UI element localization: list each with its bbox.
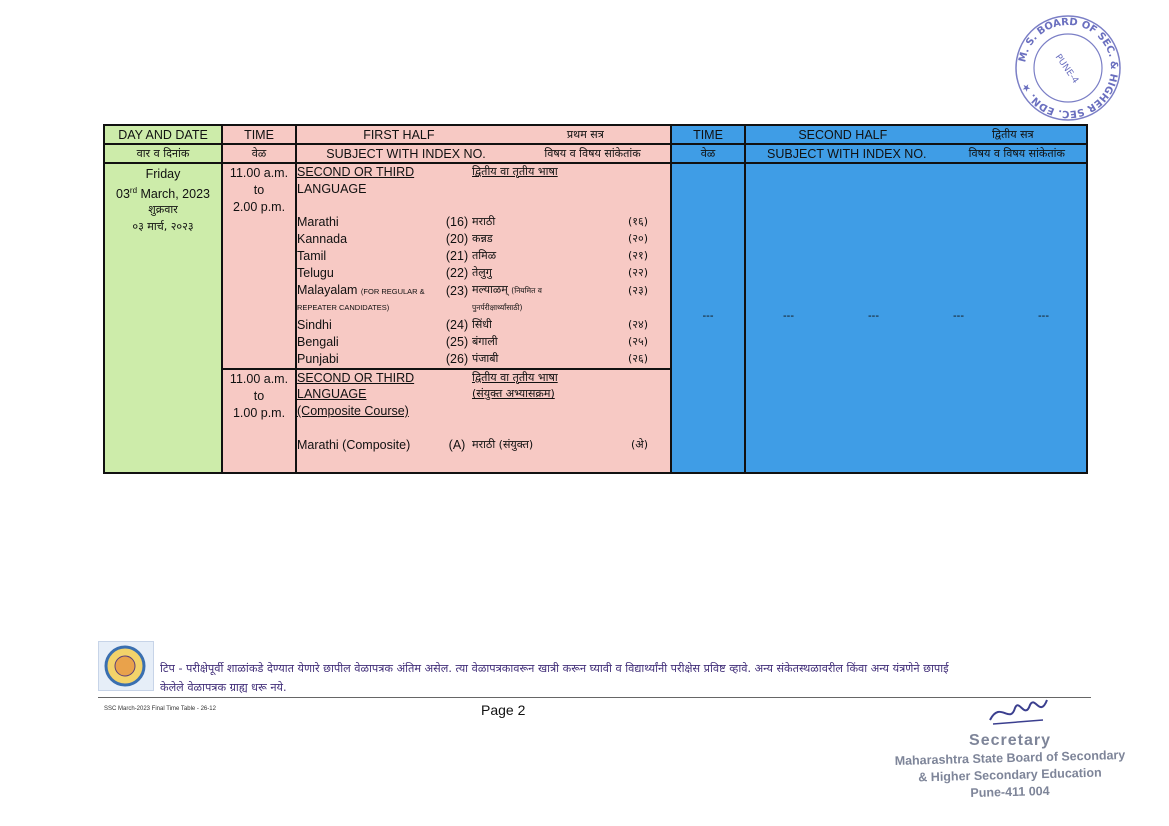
header-day-date-mr: वार व दिनांक <box>104 144 222 163</box>
block1-heading-mr: द्वितीय वा तृतीय भाषा <box>472 165 558 178</box>
block1-time: 11.00 a.m. to 2.00 p.m. <box>222 163 296 369</box>
board-seal-stamp <box>1012 12 1124 124</box>
page-number: Page 2 <box>481 702 526 718</box>
footer-note: टिप - परीक्षेपूर्वी शाळांकडे देण्यात येणारे छापील वेळापत्रक अंतिम असेल. त्या वेळापत्रकावरून खात्री करून घ्यावी व विद्यार्थ्यांनी परीक्षेस प्रविष्ट व्हावे. अन्य संकेतस्थळावरील किंवा अन्य यंत्रणेने छापाई केलेले वेळापत्रक ग्राह्य धरू नये. <box>160 662 949 694</box>
block2-subjects: SECOND OR THIRD द्वितीय वा तृतीय भाषा LANGUAGE (संयुक्त अभ्यासक्रम) (Composite Course) Marathi (Composite) (A) मराठी (संयुक्त) (अे) <box>296 369 671 473</box>
header-time: TIME <box>222 125 296 144</box>
svg-text:M. S. BOARD OF SEC. & HIGHER S: M. S. BOARD OF SEC. & HIGHER SEC. EDN. ★ <box>1017 16 1120 120</box>
subject-row: Bengali (25) बंगाली (२५) <box>297 334 648 349</box>
subject-row-note: REPEATER CANDIDATES) पुनर्परीक्षार्थ्यांसाठी) <box>297 303 523 313</box>
subject-row: Telugu (22) तेलुगु (२२) <box>297 265 648 280</box>
header-subject-2: SUBJECT WITH INDEX NO. विषय व विषय सांकेतांक <box>745 144 1087 163</box>
header-time-mr: वेळ <box>222 144 296 163</box>
second-half-subject-cell: --- --- --- --- <box>745 163 1087 473</box>
subject-row: Tamil (21) तमिळ (२१) <box>297 248 648 263</box>
subject-row: Punjabi (26) पंजाबी (२६) <box>297 351 648 366</box>
secretary-signature-block: Secretary Maharashtra State Board of Secondary & Higher Secondary Education Pune-411 004 <box>890 690 1130 801</box>
header-time-2: TIME <box>671 125 745 144</box>
day-date-cell <box>104 163 222 473</box>
time-table <box>103 124 1088 474</box>
weekday: Friday <box>145 167 181 181</box>
block1-heading-en: SECOND OR THIRD <box>297 165 415 179</box>
subject-row: Sindhi (24) सिंधी (२४) <box>297 318 648 333</box>
header-subject: SUBJECT WITH INDEX NO. विषय व विषय सांकेतांक <box>296 144 671 163</box>
header-time2-mr: वेळ <box>671 144 745 163</box>
header-day-date: DAY AND DATE <box>104 125 222 144</box>
subject-row: Marathi (16) मराठी (१६) <box>297 215 648 230</box>
header-first-half: FIRST HALF प्रथम सत्र <box>296 125 671 144</box>
date-mr: ०३ मार्च, २०२३ <box>132 219 194 233</box>
weekday-mr: शुक्रवार <box>148 203 178 217</box>
subject-row: Kannada (20) कन्नड (२०) <box>297 232 648 247</box>
block1-subjects: SECOND OR THIRD द्वितीय वा तृतीय भाषा LANGUAGE Marathi (16) मराठी (१६) Kannada (20) कन्नड (२०) Tamil (21) तमिळ (२१) Telugu (22) तेलुगु (२२) Malayalam (FOR REGULAR & (23) मल्याळम् (नियमित व (२३) REPEATER CANDIDATES) पुनर्परीक्षार्थ्यांसाठी) Sindhi (24) सिंधी (२४) Bengali (25) बंगाली (२५) Punjabi (26) पंजाबी (२६) <box>296 163 671 369</box>
date: 03rd March, 2023 <box>116 185 210 201</box>
block2-time: 11.00 a.m. to 1.00 p.m. <box>222 369 296 473</box>
signature-scribble <box>985 690 1055 730</box>
header-second-half: SECOND HALF द्वितीय सत्र <box>745 125 1087 144</box>
second-half-time-cell: --- <box>671 163 745 473</box>
svg-text:PUNE-4: PUNE-4 <box>1052 52 1081 86</box>
board-logo <box>98 641 154 691</box>
file-tag: SSC March-2023 Final Time Table - 26-12 <box>104 706 216 712</box>
subject-row: Marathi (Composite) (A) मराठी (संयुक्त) (अे) <box>297 437 648 452</box>
subject-row: Malayalam (FOR REGULAR & (23) मल्याळम् (नियमित व (२३) <box>297 282 648 298</box>
